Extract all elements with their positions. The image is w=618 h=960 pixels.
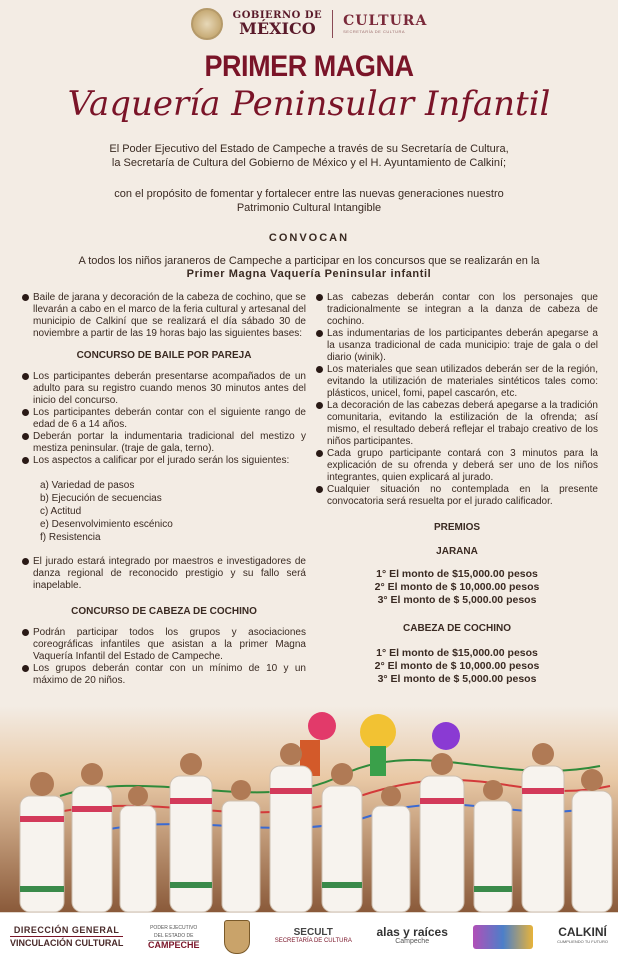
prizes-heading: PREMIOS	[433, 522, 481, 533]
left-column	[22, 292, 306, 687]
footer-logos	[0, 912, 618, 960]
mexico-seal-icon	[191, 8, 223, 40]
intro-line-4: Patrimonio Cultural Intangible	[236, 202, 382, 214]
title-vaqueria: Vaquería Peninsular Infantil	[67, 84, 551, 124]
cultura-text: CULTURA	[343, 13, 428, 29]
bullet-icon	[22, 294, 29, 301]
bullet-icon	[22, 433, 29, 440]
prize-line: 2° El monto de $ 10,000.00 pesos	[374, 581, 540, 593]
intro-line-2: la Secretaría de Cultura del Gobierno de México y el H. Ayuntamiento de Calkiní;	[111, 157, 507, 169]
call-line-2	[0, 268, 618, 281]
pe-line1: PODER EJECUTIVO	[150, 925, 198, 931]
gob-line1: GOBIERNO DE	[232, 10, 323, 21]
list-item: Los aspectos a calificar por el jurado serán los siguientes:	[22, 455, 306, 467]
call-line-1: A todos los niños jaraneros de Campeche a participar en los concursos que se realizarán en la	[78, 255, 540, 267]
secult-line1: SECULT	[293, 926, 333, 938]
cultura-logo	[343, 14, 427, 34]
list-item: Baile de jarana y decoración de la cabeza de cochino, que se llevarán a cabo en el marco de la feria cultural y artesanal del municipio de Calkiní que se realizará el día sábado 30 de noviembre a partir de las 19 horas bajo las siguientes bases:	[22, 292, 306, 340]
calk-line1: CALKINÍ	[558, 924, 607, 939]
header-logos	[0, 6, 618, 42]
convocan-heading: CONVOCAN	[268, 232, 350, 244]
dir-line1: DIRECCIÓN GENERAL	[13, 925, 120, 935]
gobierno-mexico-logo	[233, 11, 322, 37]
bullet-icon	[316, 330, 323, 337]
list-item: Deberán portar la indumentaria tradicional del mestizo y mestiza peninsular. (traje de gala, terno).	[22, 431, 306, 455]
intro-paragraph-1	[0, 142, 618, 170]
bullet-icon	[22, 558, 29, 565]
calk-line2: CUMPLIENDO TU FUTURO	[557, 938, 608, 944]
call-paragraph	[0, 255, 618, 281]
bullet-icon	[316, 450, 323, 457]
alas-line1: alas y raíces	[376, 924, 448, 939]
dancers-photo	[0, 706, 618, 912]
list-item: Los grupos deberán contar con un mínimo de 10 y un máximo de 20 niños.	[22, 663, 306, 687]
aspect-item: b) Ejecución de secuencias	[40, 493, 162, 504]
prizes-jarana-heading: JARANA	[436, 546, 478, 557]
aspect-item: a) Variedad de pasos	[40, 480, 135, 491]
bullet-icon	[22, 457, 29, 464]
section-heading-baile: CONCURSO DE BAILE POR PAREJA	[76, 350, 252, 361]
list-item: Las indumentarias de los participantes deberán apegarse a la usanza tradicional de cada municipio: traje de gala o del diario (winik).	[316, 328, 598, 364]
list-item: Los participantes deberán presentarse acompañados de un adulto para su registro cuando menos 30 minutos antes del inicio del concurso.	[22, 371, 306, 407]
list-item: Cualquier situación no contemplada en la presente convocatoria será resuelta por el jurado calificador.	[316, 484, 598, 508]
intro-paragraph-2	[0, 187, 618, 215]
prize-line: 1° El monto de $15,000.00 pesos	[376, 647, 538, 659]
call-event-name: Primer Magna Vaquería Peninsular infantil	[186, 268, 432, 280]
dir-line2: VINCULACIÓN CULTURAL	[10, 938, 124, 948]
header-divider	[332, 10, 333, 38]
calkini-logo	[557, 924, 608, 946]
bullet-icon	[316, 402, 323, 409]
list-item: Los materiales que sean utilizados deberán ser de la región, evitando la utilización de materiales sintéticos tales como: plásticos, unicel, fomi, papel cascarón, etc.	[316, 364, 598, 400]
gob-line2: MÉXICO	[239, 19, 316, 38]
bullet-icon	[316, 294, 323, 301]
prize-line: 3° El monto de $ 5,000.00 pesos	[377, 594, 537, 606]
aspect-item: e) Desenvolvimiento escénico	[40, 519, 173, 530]
list-item: Los participantes deberán contar con el siguiente rango de edad de 6 a 14 años.	[22, 407, 306, 431]
prizes-cabeza-heading: CABEZA DE COCHINO	[403, 623, 511, 634]
prize-line: 2° El monto de $ 10,000.00 pesos	[374, 660, 540, 672]
aspect-item: c) Actitud	[40, 506, 82, 517]
section-heading-cabeza: CONCURSO DE CABEZA DE COCHINO	[71, 606, 257, 617]
alas-line2: Campeche	[395, 937, 430, 945]
list-item: El jurado estará integrado por maestros e investigadores de danza regional de reconocido prestigio y su fallo será inapelable.	[22, 556, 306, 592]
bullet-icon	[22, 409, 29, 416]
direccion-logo	[10, 924, 123, 949]
alas-raices-logo	[376, 924, 448, 947]
intro-line-3: con el propósito de fomentar y fortalecer entre las nuevas generaciones nuestro	[114, 188, 504, 200]
list-item: Las cabezas deberán contar con los personajes que tradicionalmente se integran a la danza de cabeza de cochino.	[316, 292, 598, 328]
list-item: Podrán participar todos los grupos y asociaciones coreográficas infantiles que asistan a la primer Magna Vaquería Infantil del Estado de Campeche.	[22, 627, 306, 663]
aspects-list	[22, 479, 306, 544]
campeche-shield-icon	[224, 920, 250, 954]
prize-line: 1° El monto de $15,000.00 pesos	[376, 568, 538, 580]
bullet-icon	[316, 486, 323, 493]
secult-line2: SECRETARÍA DE CULTURA	[274, 937, 352, 944]
aspect-item: f) Resistencia	[40, 532, 101, 543]
dancers-illustration	[0, 706, 618, 912]
title-primer-magna: PRIMER MAGNA	[204, 50, 414, 83]
bullet-icon	[316, 366, 323, 373]
bullet-icon	[22, 629, 29, 636]
pe-line2: DEL ESTADO DE	[153, 933, 194, 939]
music-logo-icon	[473, 925, 533, 949]
bullet-icon	[22, 665, 29, 672]
bullet-icon	[22, 373, 29, 380]
secult-logo	[275, 928, 352, 946]
cultura-sub: SECRETARÍA DE CULTURA	[343, 29, 406, 34]
list-item: Cada grupo participante contará con 3 minutos para la explicación de su ofrenda y deberá ser uno de los niños integrantes, quien explicará al jurado.	[316, 448, 598, 484]
campeche-logo	[148, 924, 200, 949]
intro-line-1: El Poder Ejecutivo del Estado de Campeche a través de su Secretaría de Cultura,	[109, 143, 509, 155]
pe-line3: CAMPECHE	[147, 940, 200, 950]
prize-line: 3° El monto de $ 5,000.00 pesos	[377, 673, 537, 685]
right-column	[316, 292, 598, 686]
list-item: La decoración de las cabezas deberá apegarse a la tradición comunitaria, evitando la estilización de la ofrenda; así mismo, el resultado deberá reflejar el trabajo creativo de los niños participantes.	[316, 400, 598, 448]
